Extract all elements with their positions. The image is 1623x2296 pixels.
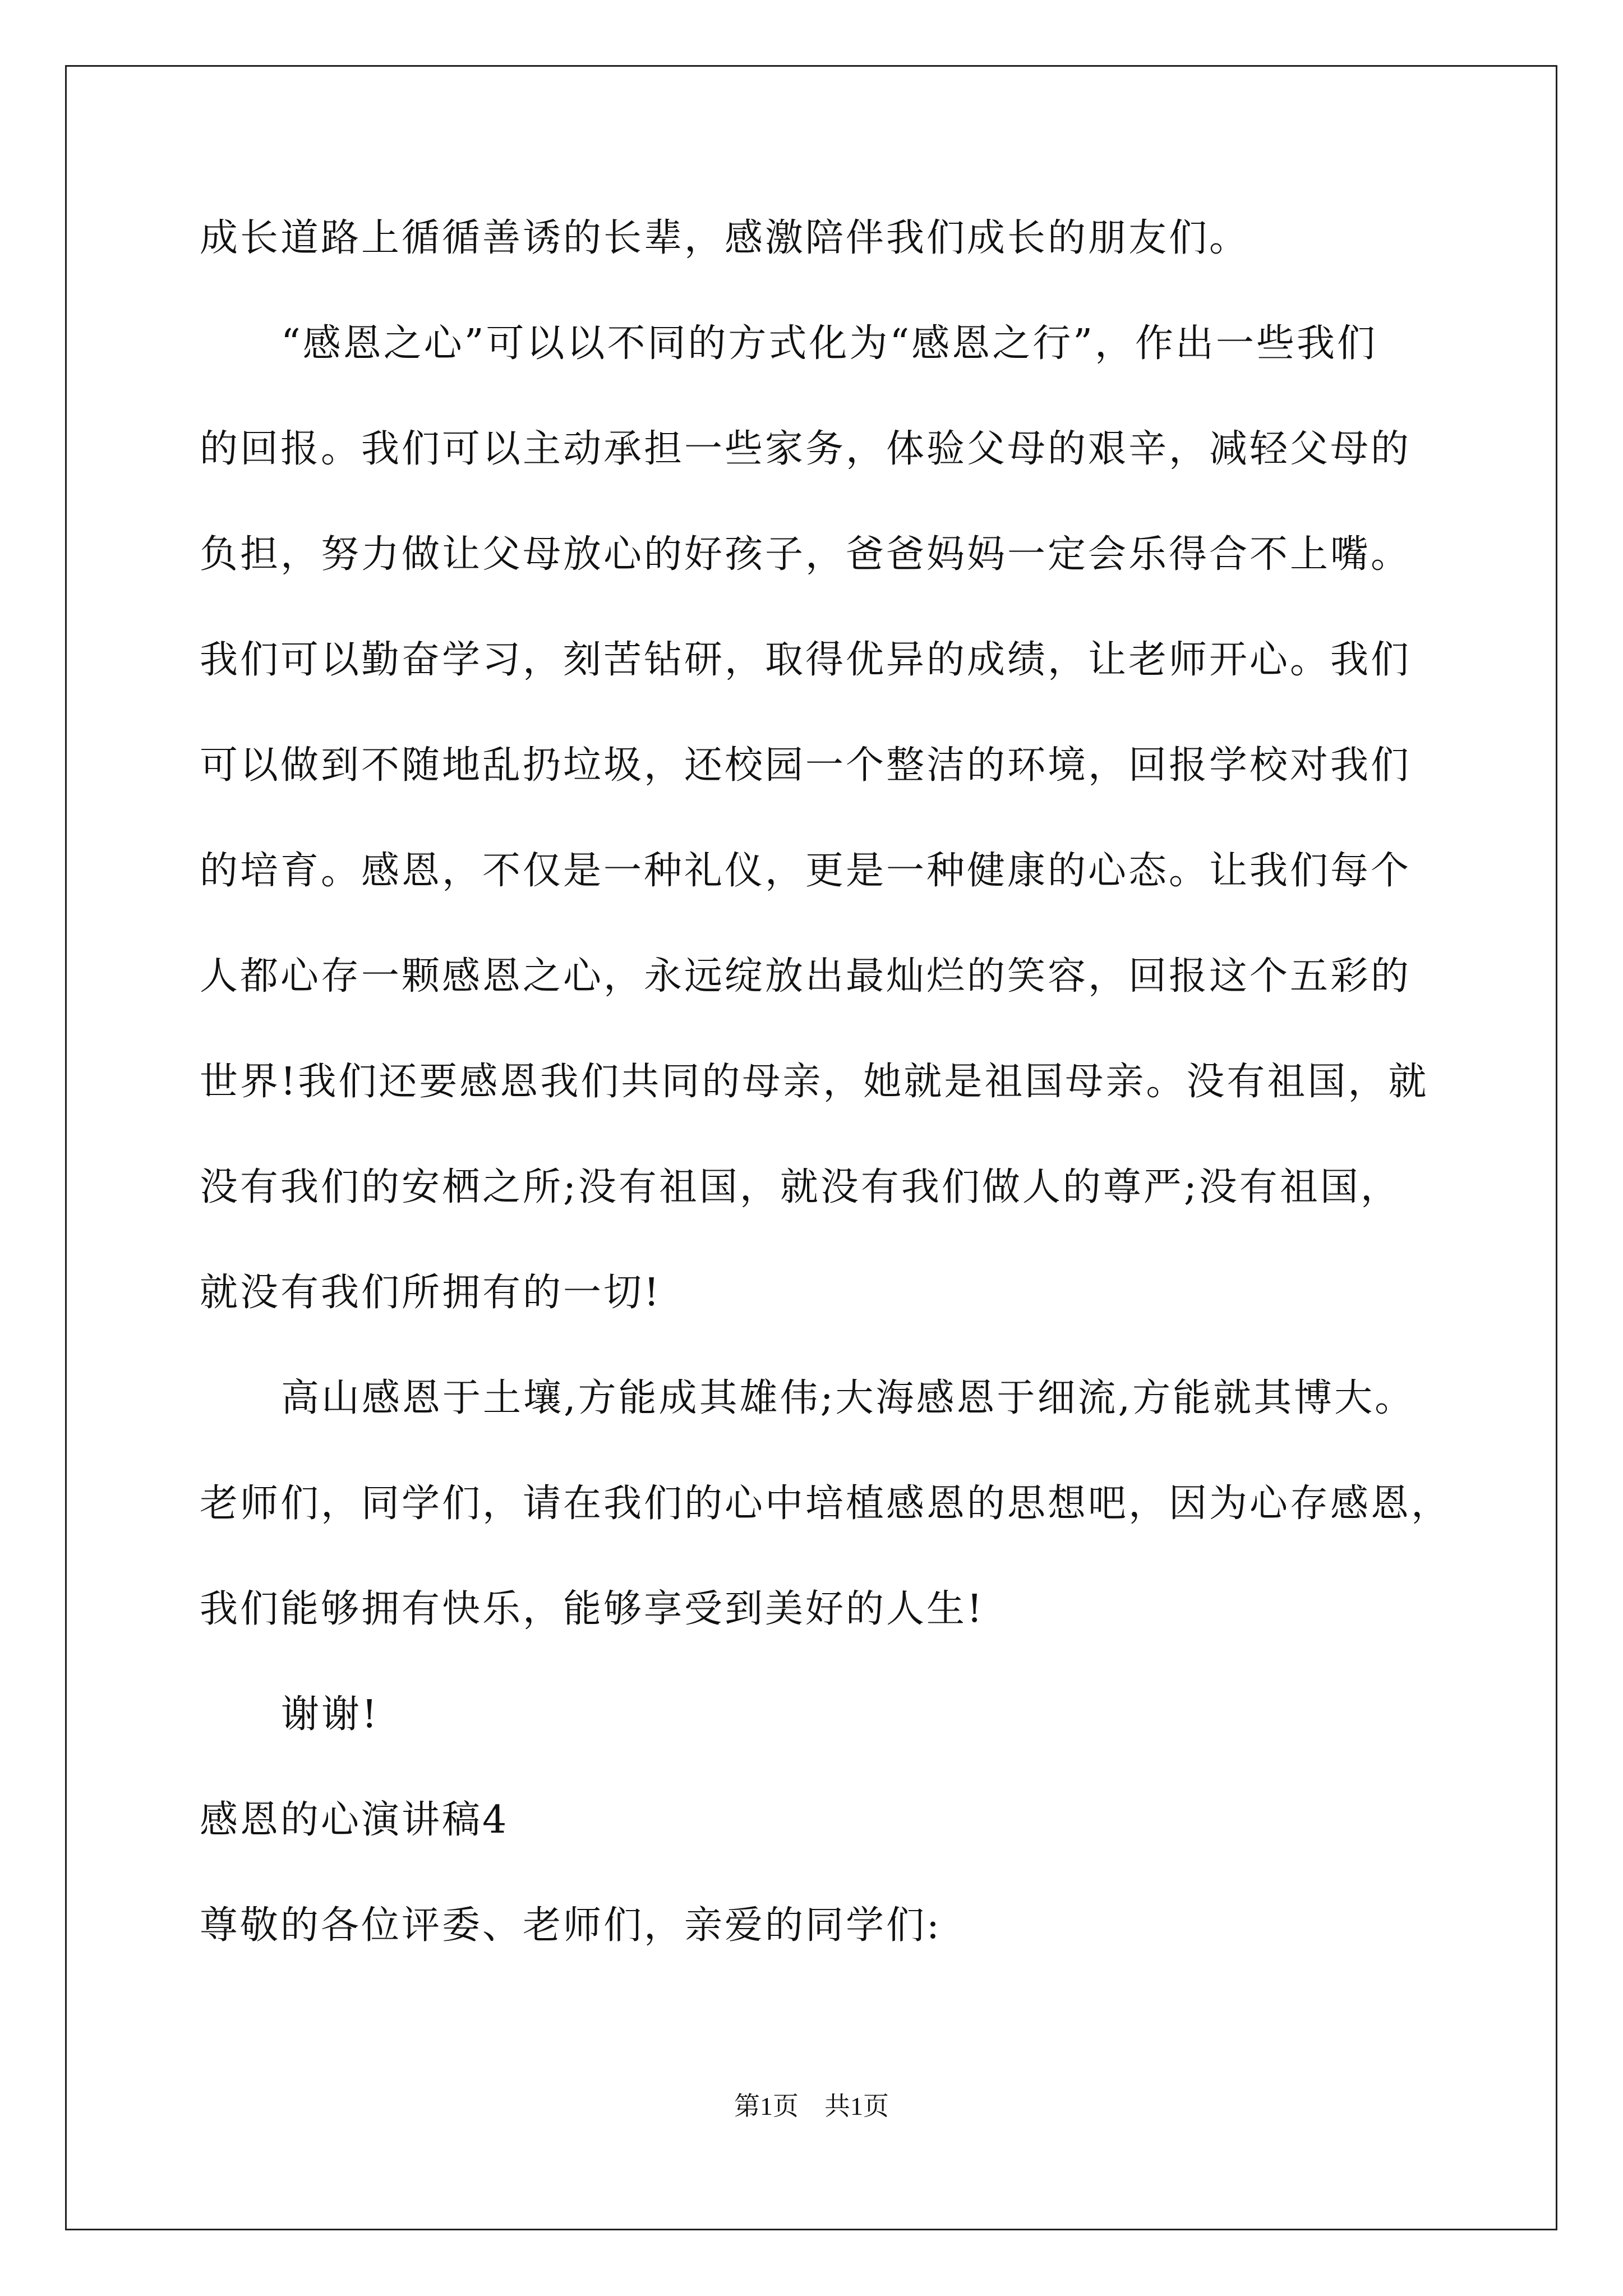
paragraph-line: 没有我们的安栖之所;没有祖国，就没有我们做人的尊严;没有祖国，: [200, 1165, 1401, 1209]
section-heading: 感恩的心演讲稿4: [200, 1798, 509, 1842]
paragraph-line: 高山感恩于土壤,方能成其雄伟;大海感恩于细流,方能就其博大。: [281, 1376, 1415, 1420]
paragraph-line: 我们可以勤奋学习，刻苦钻研，取得优异的成绩，让老师开心。我们: [200, 638, 1412, 682]
paragraph-line: 的回报。我们可以主动承担一些家务，体验父母的艰辛，减轻父母的: [200, 427, 1412, 471]
salutation-line: 尊敬的各位评委、老师们，亲爱的同学们:: [200, 1903, 942, 1948]
paragraph-line: 可以做到不随地乱扔垃圾，还校园一个整洁的环境，回报学校对我们: [200, 743, 1412, 788]
paragraph-line: “感恩之心”可以以不同的方式化为“感恩之行”，作出一些我们: [281, 321, 1378, 366]
paragraph-line: 人都心存一颗感恩之心，永远绽放出最灿烂的笑容，回报这个五彩的: [200, 954, 1412, 999]
paragraph-line: 老师们，同学们，请在我们的心中培植感恩的思想吧，因为心存感恩，: [200, 1481, 1452, 1526]
paragraph-line: 就没有我们所拥有的一切!: [200, 1271, 662, 1315]
paragraph-line: 世界!我们还要感恩我们共同的母亲，她就是祖国母亲。没有祖国，就: [200, 1060, 1429, 1104]
paragraph-line: 的培育。感恩，不仅是一种礼仪，更是一种健康的心态。让我们每个: [200, 849, 1412, 893]
paragraph-line: 负担，努力做让父母放心的好孩子，爸爸妈妈一定会乐得合不上嘴。: [200, 532, 1412, 577]
paragraph-line: 成长道路上循循善诱的长辈，感激陪伴我们成长的朋友们。: [200, 216, 1250, 260]
page-footer: 第1页 共1页: [734, 2092, 889, 2120]
closing-line: 谢谢!: [281, 1692, 380, 1737]
paragraph-line: 我们能够拥有快乐，能够享受到美好的人生!: [200, 1587, 985, 1631]
